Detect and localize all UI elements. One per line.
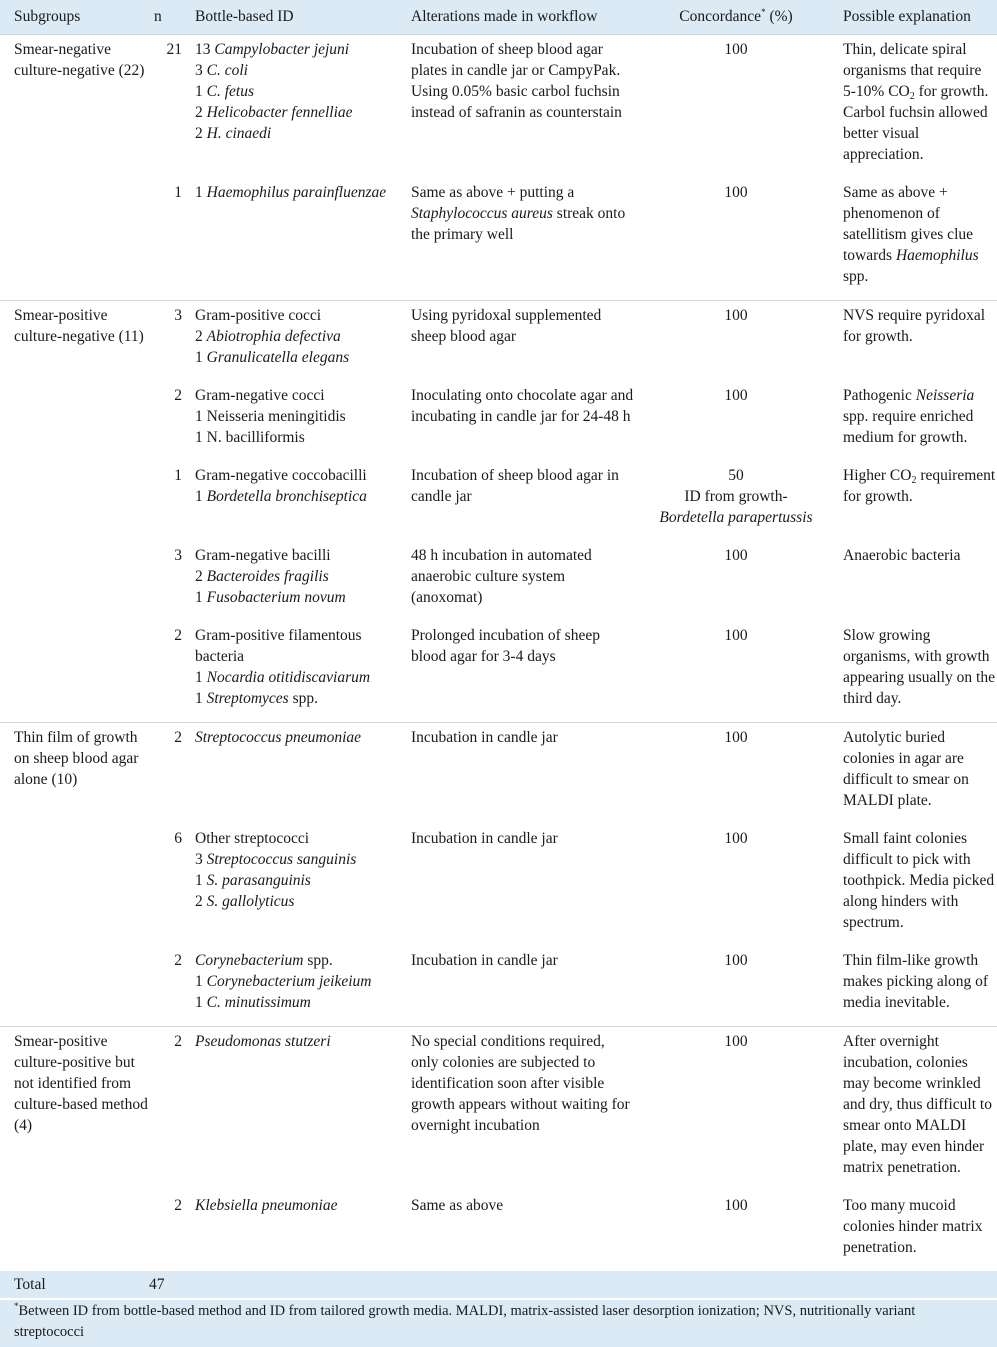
subgroup-cell <box>0 621 149 723</box>
alterations-cell: Incubation in candle jar <box>411 952 558 969</box>
concordance-cell: 100 <box>724 830 748 847</box>
explanation-cell: Anaerobic bacteria <box>843 547 961 564</box>
bottle-id-cell: Gram-negative coccobacilli 1 Bordetella bronchiseptica <box>195 467 367 505</box>
concordance-cell: 100 <box>724 627 748 644</box>
subgroup-cell <box>0 461 149 541</box>
total-row <box>0 1271 997 1298</box>
n-cell: 2 <box>174 627 182 644</box>
concordance-cell: 50 ID from growth- Bordetella parapertussis <box>659 467 813 526</box>
concordance-cell: 100 <box>635 35 837 179</box>
alterations-cell: No special conditions required, only colonies are subjected to identification soon after visible growth appears without waiting for overnight incubation <box>404 1027 635 1192</box>
bottle-id-cell: Gram-negative bacilli 2 Bacteroides fragilis 1 Fusobacterium novum <box>195 547 346 606</box>
table-row <box>0 946 997 1027</box>
explanation-cell: Slow growing organisms, with growth appearing usually on the third day. <box>843 627 995 707</box>
table-row <box>0 381 997 461</box>
alterations-cell: Incubation in candle jar <box>404 723 635 825</box>
table-header-row <box>0 0 997 35</box>
concordance-cell: 100 <box>635 301 837 382</box>
bottle-id-cell: 13 Campylobacter jejuni 3 C. coli 1 C. fetus 2 Helicobacter fennelliae 2 H. cinaedi <box>188 35 404 179</box>
explanation-cell: Autolytic buried colonies in agar are difficult to smear on MALDI plate. <box>837 723 997 825</box>
table-row <box>0 1191 997 1271</box>
alterations-cell: Incubation in candle jar <box>411 830 558 847</box>
table-row <box>0 301 997 382</box>
table-row <box>0 461 997 541</box>
concordance-cell: 100 <box>724 387 748 404</box>
total-label: Total <box>0 1271 149 1298</box>
explanation-cell: Small faint colonies difficult to pick with toothpick. Media picked along hinders with spectrum. <box>843 830 995 931</box>
explanation-cell: Same as above + phenomenon of satellitism gives clue towards Haemophilus spp. <box>843 184 979 285</box>
header-concordance: Concordance* (%) <box>635 0 837 35</box>
n-cell: 2 <box>174 387 182 404</box>
explanation-cell: Too many mucoid colonies hinder matrix penetration. <box>843 1197 983 1256</box>
subgroup-cell <box>0 541 149 621</box>
subgroup-cell: Smear-negative culture-negative (22) <box>0 35 149 179</box>
table-row <box>0 35 997 179</box>
concordance-cell: 100 <box>724 547 748 564</box>
subgroup-cell <box>0 178 149 301</box>
alterations-cell: Using pyridoxal supplemented sheep blood agar <box>404 301 635 382</box>
table-row <box>0 541 997 621</box>
header-n: n <box>149 0 188 35</box>
alterations-cell: 48 h incubation in automated anaerobic culture system (anoxomat) <box>411 547 592 606</box>
bottle-id-cell: Gram-negative cocci 1 Neisseria meningitidis 1 N. bacilliformis <box>195 387 346 446</box>
bottle-id-cell: Gram-positive filamentous bacteria 1 Nocardia otitidiscaviarum 1 Streptomyces spp. <box>195 627 371 707</box>
alterations-cell: Prolonged incubation of sheep blood agar for 3-4 days <box>411 627 600 665</box>
subgroup-cell: Smear-positive culture-negative (11) <box>0 301 149 382</box>
table-footnote: *Between ID from bottle-based method and ID from tailored growth media. MALDI, matrix-assisted laser desorption ionization; NVS, nutritionally variant streptococci <box>0 1298 997 1347</box>
subgroup-cell <box>0 946 149 1027</box>
subgroup-cell: Thin film of growth on sheep blood agar alone (10) <box>0 723 149 825</box>
explanation-cell: After overnight incubation, colonies may become wrinkled and dry, thus difficult to smear onto MALDI plate, may even hinder matrix penetration. <box>837 1027 997 1192</box>
concordance-cell: 100 <box>724 952 748 969</box>
concordance-cell: 100 <box>635 1027 837 1192</box>
n-cell: 2 <box>149 1027 188 1192</box>
concordance-cell: 100 <box>724 1197 748 1214</box>
explanation-cell: Thin, delicate spiral organisms that require 5-10% $CO_2$ for growth. Carbol fuchsin allowed better visual appreciation. <box>837 35 997 179</box>
subgroup-cell <box>0 1191 149 1271</box>
header-explanation: Possible explanation <box>837 0 997 35</box>
alterations-cell: Incubation of sheep blood agar in candle jar <box>411 467 619 505</box>
bottle-id-cell: 1 Haemophilus parainfluenzae <box>195 184 387 201</box>
table-row <box>0 723 997 825</box>
header-bottle-id: Bottle-based ID <box>188 0 404 35</box>
n-cell: 3 <box>174 547 182 564</box>
subgroup-cell <box>0 824 149 946</box>
bottle-id-cell: Gram-positive cocci 2 Abiotrophia defectiva 1 Granulicatella elegans <box>188 301 404 382</box>
concordance-cell: 100 <box>724 184 748 201</box>
bottle-id-cell: Corynebacterium spp. 1 Corynebacterium jeikeium 1 C. minutissimum <box>195 952 372 1011</box>
total-n: 47 <box>149 1271 188 1298</box>
subgroup-cell <box>0 381 149 461</box>
n-cell: 6 <box>174 830 182 847</box>
header-subgroups: Subgroups <box>0 0 149 35</box>
n-cell: 21 <box>149 35 188 179</box>
explanation-cell: Higher $CO_2$ requirement for growth. <box>843 467 996 505</box>
bottle-id-cell: Pseudomonas stutzeri <box>188 1027 404 1192</box>
n-cell: 3 <box>149 301 188 382</box>
n-cell: 1 <box>174 184 182 201</box>
alterations-cell: Incubation of sheep blood agar plates in candle jar or CampyPak. Using 0.05% basic carbol fuchsin instead of safranin as counterstain <box>404 35 635 179</box>
table-row <box>0 1027 997 1192</box>
header-alterations: Alterations made in workflow <box>404 0 635 35</box>
alterations-cell: Inoculating onto chocolate agar and incubating in candle jar for 24-48 h <box>411 387 634 425</box>
explanation-cell: Thin film-like growth makes picking along of media inevitable. <box>843 952 989 1011</box>
table-row <box>0 621 997 723</box>
n-cell: 2 <box>174 952 182 969</box>
n-cell: 2 <box>149 723 188 825</box>
alterations-cell: Same as above + putting a Staphylococcus aureus streak onto the primary well <box>411 184 626 243</box>
n-cell: 2 <box>174 1197 182 1214</box>
explanation-cell: Pathogenic Neisseria spp. require enriched medium for growth. <box>843 387 975 446</box>
explanation-cell: NVS require pyridoxal for growth. <box>837 301 997 382</box>
bottle-id-cell: Other streptococci 3 Streptococcus sanguinis 1 S. parasanguinis 2 S. gallolyticus <box>195 830 357 910</box>
concordance-cell: 100 <box>635 723 837 825</box>
table-row <box>0 824 997 946</box>
n-cell: 1 <box>174 467 182 484</box>
bottle-id-cell: Klebsiella pneumoniae <box>195 1197 338 1214</box>
alterations-cell: Same as above <box>411 1197 504 1214</box>
subgroup-cell: Smear-positive culture-positive but not identified from culture-based method (4) <box>0 1027 149 1192</box>
bottle-id-cell: Streptococcus pneumoniae <box>188 723 404 825</box>
table-row <box>0 178 997 301</box>
